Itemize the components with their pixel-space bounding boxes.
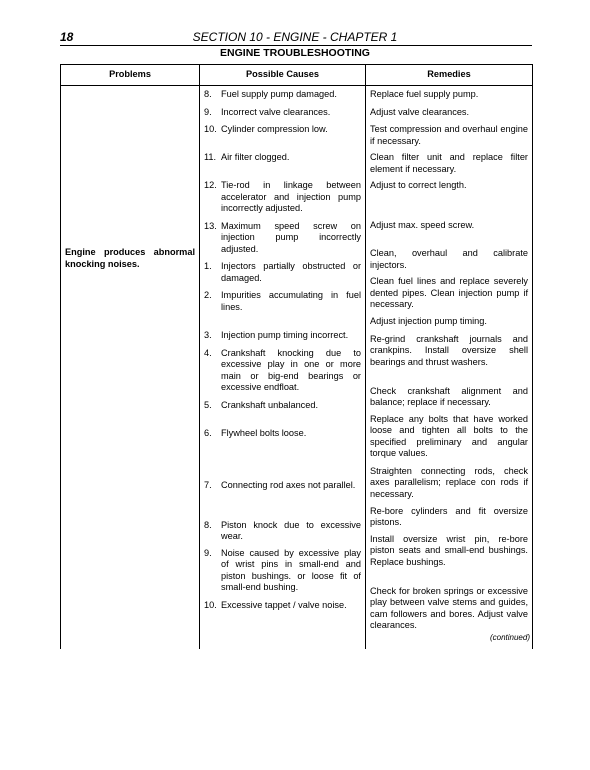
remedy-item: Adjust to correct length. — [370, 180, 467, 190]
header-rule — [60, 45, 532, 46]
cause-number: 7. — [204, 479, 212, 490]
cause-text: Cylinder compression low. — [221, 124, 328, 134]
cause-text: Tie-rod in linkage between accelerator and injection pump incorrectly adjusted. — [221, 180, 361, 213]
problem-cell — [61, 86, 200, 649]
table-header-row — [61, 65, 533, 86]
remedy-item: Re-grind crankshaft journals and crankpins. Install oversize shell bearings and thrust washers. — [370, 333, 528, 367]
continued-note: (continued) — [489, 633, 530, 642]
cause-number: 4. — [204, 347, 212, 358]
remedy-item: Replace any bolts that have worked loose and tighten all bolts to the specified preliminary and angular torque values. — [370, 413, 528, 458]
cause-item — [200, 425, 365, 477]
cause-number: 2. — [204, 290, 212, 300]
remedy-item: Clean fuel lines and replace severely dented pipes. Clean injection pump if necessary. — [370, 276, 528, 309]
cause-item — [200, 121, 365, 149]
remedy-item: Re-bore cylinders and fit oversize pistons. — [370, 505, 528, 527]
cause-text: Injectors partially obstructed or damaged. — [221, 261, 361, 283]
cause-number: 3. — [204, 330, 212, 340]
cause-number: 8. — [204, 519, 212, 530]
cause-item — [200, 397, 365, 425]
cause-item — [200, 149, 365, 177]
cause-text: Incorrect valve clearances. — [221, 106, 331, 117]
remedy-item: Straighten connecting rods, check axes parallelism; replace con rods if necessary. — [370, 465, 528, 499]
cause-number: 9. — [204, 547, 212, 558]
remedy-item: Clean filter unit and replace filter element if necessary. — [370, 152, 528, 174]
remedy-item: Test compression and overhaul engine if necessary. — [370, 124, 528, 146]
cause-text: Crankshaft knocking due to excessive play in one or more main or big-end bearings or excessive endfloat. — [221, 347, 361, 392]
remedy-item: Adjust injection pump timing. — [370, 316, 487, 326]
cause-item — [200, 287, 365, 327]
cause-number: 10. — [204, 124, 217, 134]
remedies-cell — [366, 86, 533, 649]
cause-item — [200, 258, 365, 287]
cause-text: Excessive tappet / valve noise. — [221, 599, 347, 610]
remedy-item: Clean, overhaul and calibrate injectors. — [370, 248, 528, 270]
column-header-problems: Problems — [61, 65, 200, 86]
cause-item — [200, 545, 365, 597]
remedy-item: Install oversize wrist pin, re-bore piston seats and small-end bushings. Replace bushings. — [370, 533, 528, 567]
cause-item — [200, 345, 365, 397]
cause-item — [200, 86, 365, 104]
cause-number: 12. — [204, 180, 217, 190]
cause-number: 6. — [204, 427, 212, 438]
remedy-item: Adjust valve clearances. — [370, 106, 470, 117]
cause-number: 10. — [204, 599, 217, 610]
cause-text: Flywheel bolts loose. — [221, 427, 307, 438]
cause-number: 8. — [204, 89, 212, 99]
cause-text: Crankshaft unbalanced. — [221, 399, 319, 410]
remedy-item: Check for broken springs or excessive play between valve stems and guides, cam followers and bores. Adjust valve clearances. — [370, 585, 528, 630]
remedy-item: Replace fuel supply pump. — [370, 89, 479, 99]
cause-item — [200, 177, 365, 218]
cause-text: Fuel supply pump damaged. — [221, 89, 337, 99]
page-number: 18 — [60, 30, 74, 44]
cause-number: 5. — [204, 399, 212, 410]
cause-text: Piston knock due to excessive wear. — [221, 519, 361, 541]
table-row — [61, 86, 533, 649]
cause-number: 11. — [204, 152, 217, 162]
troubleshooting-table — [60, 64, 533, 649]
cause-text: Maximum speed screw on injection pump incorrectly adjusted. — [221, 220, 361, 254]
cause-text: Injection pump timing incorrect. — [221, 330, 349, 340]
remedy-item: Check crankshaft alignment and balance; replace if necessary. — [370, 385, 528, 407]
cause-item — [200, 597, 365, 649]
cause-item — [200, 477, 365, 517]
cause-item — [200, 327, 365, 345]
cause-item — [200, 104, 365, 122]
column-header-causes: Possible Causes — [200, 65, 366, 86]
problem-text: Engine produces abnormal knocking noises. — [65, 247, 195, 269]
remedy-item: Adjust max. speed screw. — [370, 220, 475, 230]
cause-text: Impurities accumulating in fuel lines. — [221, 290, 361, 312]
cause-text: Air filter clogged. — [221, 152, 290, 162]
cause-number: 1. — [204, 261, 212, 271]
cause-text: Noise caused by excessive play of wrist pins in small-end and piston bushings. or loose fit of small-end bushing. — [221, 547, 361, 592]
section-header: SECTION 10 - ENGINE - CHAPTER 1 — [192, 30, 398, 44]
causes-cell — [200, 86, 366, 649]
column-header-remedies: Remedies — [366, 65, 533, 86]
cause-item — [200, 218, 365, 259]
cause-text: Connecting rod axes not parallel. — [221, 479, 356, 490]
cause-item — [200, 517, 365, 545]
document-title: ENGINE TROUBLESHOOTING — [220, 47, 370, 59]
cause-number: 13. — [204, 220, 217, 231]
cause-number: 9. — [204, 106, 212, 117]
